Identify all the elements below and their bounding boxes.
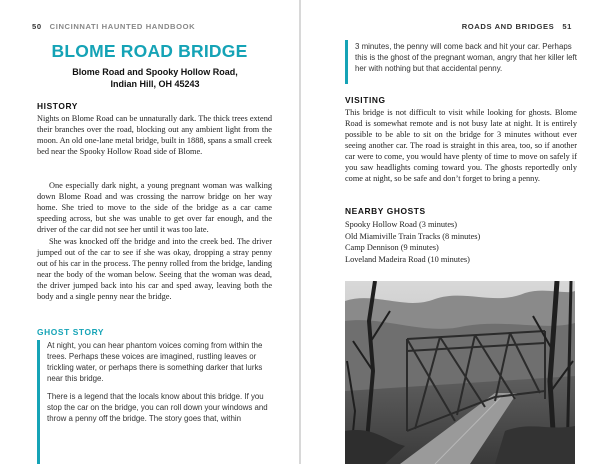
ghost-story-continued: 3 minutes, the penny will come back and hit your car. Perhaps this is the ghost of the pregnant woman, angry that her killer left her with nothing but that accidental penny. — [355, 42, 577, 73]
bridge-photo-illustration — [345, 281, 575, 464]
bridge-photo — [345, 281, 575, 464]
nearby-item: Old Miamiville Train Tracks (8 minutes) — [345, 231, 481, 241]
nearby-item: Spooky Hollow Road (3 minutes) — [345, 220, 458, 229]
running-head-left — [24, 22, 195, 31]
ghost-story-paragraph-2: There is a legend that the locals know about this bridge. If you stop the car on the bridge, you can roll down your windows and throw a penny off the bridge. The story goes that, within — [47, 392, 268, 423]
running-head-title-right: ROADS AND BRIDGES — [461, 22, 555, 31]
ghost-story-heading: GHOST STORY — [37, 327, 105, 337]
address-line-1: Blome Road and Spooky Hollow Road, — [72, 67, 238, 77]
ghost-story-paragraph-1: At night, you can hear phantom voices coming from within the trees. Perhaps these voices are imagined, rustling leaves or trickling water, or perhaps there is something darker that lurks near this bridge. — [47, 341, 263, 383]
nearby-item: Loveland Madeira Road (10 minutes) — [345, 254, 470, 264]
history-paragraph-1: Nights on Blome Road can be unnaturally dark. The thick trees extend their branches over the road, blocking out any ambient light from the moon. An old one-lane metal bridge, built in 1888, spans a small creek bed near the Spooky Hollow Road side of Blome. — [37, 114, 272, 156]
history-heading: HISTORY — [37, 101, 78, 111]
ghost-story-bar-cont — [345, 40, 348, 84]
address — [40, 66, 270, 90]
page-number-left: 50 — [32, 22, 42, 31]
page-number-right: 51 — [562, 22, 572, 31]
ghost-story-bar — [37, 340, 40, 464]
history-paragraph-2: One especially dark night, a young pregnant woman was walking down Blome Road and was crossing the narrow bridge on her way home. She tried to move to the side of the bridge as a car came speeding across, but she was unable to get over far enough, and the driver of the car did not see her until it was too late. — [37, 181, 272, 234]
nearby-ghosts-heading: NEARBY GHOSTS — [345, 206, 426, 216]
address-line-2: Indian Hill, OH 45243 — [110, 79, 200, 89]
chapter-title: BLOME ROAD BRIDGE — [51, 41, 248, 61]
left-page — [0, 0, 299, 464]
nearby-item: Camp Dennison (9 minutes) — [345, 243, 439, 252]
visiting-heading: VISITING — [345, 95, 386, 105]
nearby-ghosts-list — [345, 219, 480, 265]
visiting-paragraph: This bridge is not difficult to visit while looking for ghosts. Blome Road is somewhat remote and is not busy late at night. It is entirely possible to be able to sit on the bridge for 3 minutes without ever seeing another car. The road is straight in this area, too, so if another car were to come, you would have plenty of time to move on safely if you saw headlights coming toward you. The ghosts reportedly only come at night, so be safe and don’t forget to bring a penny. — [345, 108, 577, 183]
running-head-title-left: CINCINNATI HAUNTED HANDBOOK — [49, 22, 196, 31]
running-head-right — [462, 22, 572, 31]
history-paragraph-3: She was knocked off the bridge and into the creek bed. The driver jumped out of the car to see if she was okay, dropping a stray penny out of his car in the process. The penny rolled from the bridge, landing near the body of the woman below. Seeing that the woman was dead, the driver jumped back into his car and sped away, leaving both the body and a single penny near the bridge. — [37, 237, 272, 301]
